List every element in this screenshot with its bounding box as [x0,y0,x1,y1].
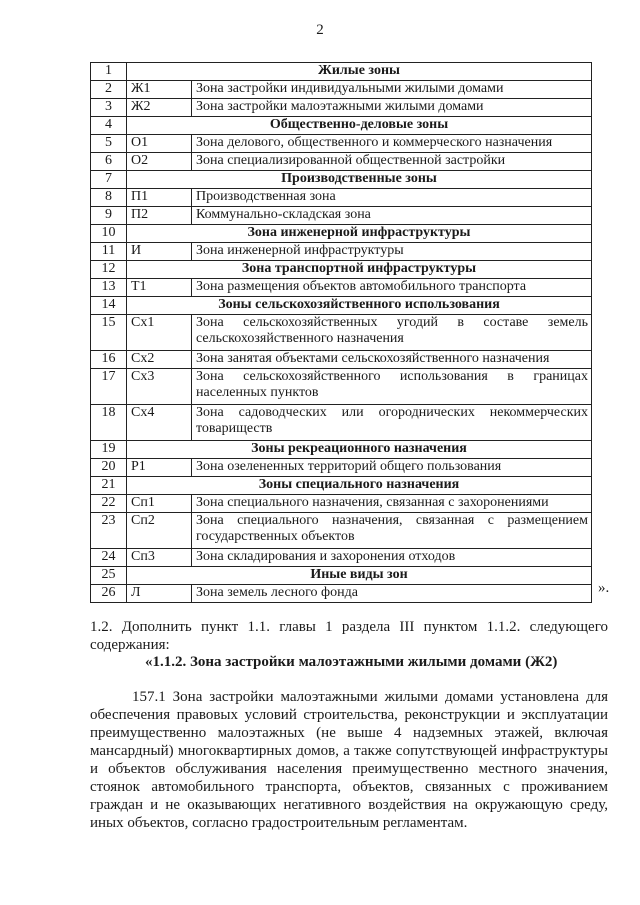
table-heading-row [91,567,592,585]
table-row [91,189,592,207]
row-number: 13 [91,279,127,297]
zone-code: О1 [127,135,192,153]
table-row [91,207,592,225]
body-paragraph: 157.1 Зона застройки малоэтажными жилыми домами установлена для обеспечения правовых условий строительства, реконструкции и эксплуатации преимущественно малоэтажных (не выше 4 надземных этажей, включая мансардный) многоквартирных домов, а также сопутствующей инфраструктуры и объектов обслуживания населения преимущественно местного значения, стоянок автомобильного транспорта, объектов, связанных с проживанием граждан и не оказывающих негативного воздействия на окружающую среду, иных объектов, согласно градостроительным регламентам. [90,689,608,831]
zone-name: Зона озелененных территорий общего пользования [192,459,592,477]
zone-name: Зона застройки индивидуальными жилыми домами [192,81,592,99]
zone-name: Зона размещения объектов автомобильного транспорта [192,279,592,297]
zone-code: О2 [127,153,192,171]
row-number: 10 [91,225,127,243]
table-row [91,351,592,369]
row-number: 20 [91,459,127,477]
table-heading-row [91,63,592,81]
row-number: 14 [91,297,127,315]
table-row [91,135,592,153]
zone-name: Зона сельскохозяйственного использования в границах населенных пунктов [192,369,592,405]
zone-code: И [127,243,192,261]
zone-name: Зона специального назначения, связанная с размещением государственных объектов [192,513,592,549]
zone-group-heading: Зоны рекреационного назначения [127,441,592,459]
zone-code: Ж2 [127,99,192,117]
table-row [91,369,592,405]
table-row [91,495,592,513]
zone-code: Сп3 [127,549,192,567]
table-row [91,513,592,549]
row-number: 15 [91,315,127,351]
zones-table-body [91,63,592,603]
row-number: 11 [91,243,127,261]
zone-code: Р1 [127,459,192,477]
row-number: 19 [91,441,127,459]
zone-group-heading: Производственные зоны [127,171,592,189]
table-closing-quote: ». [598,580,610,596]
table-row [91,405,592,441]
zone-name: Производственная зона [192,189,592,207]
table-row [91,279,592,297]
zone-code: Сх3 [127,369,192,405]
zone-code: Сх1 [127,315,192,351]
row-number: 18 [91,405,127,441]
row-number: 3 [91,99,127,117]
intro-paragraph: 1.2. Дополнить пункт 1.1. главы 1 раздела III пунктом 1.1.2. следующего содержания: [90,619,608,653]
zone-group-heading: Иные виды зон [127,567,592,585]
row-number: 1 [91,63,127,81]
row-number: 16 [91,351,127,369]
zone-name: Зона специального назначения, связанная с захоронениями [192,495,592,513]
zone-name: Зона садоводческих или огороднических некоммерческих товариществ [192,405,592,441]
row-number: 8 [91,189,127,207]
zone-name: Зона специализированной общественной застройки [192,153,592,171]
row-number: 24 [91,549,127,567]
row-number: 5 [91,135,127,153]
row-number: 26 [91,585,127,603]
row-number: 7 [91,171,127,189]
zone-group-heading: Зоны специального назначения [127,477,592,495]
table-heading-row [91,261,592,279]
zone-code: Сп1 [127,495,192,513]
row-number: 22 [91,495,127,513]
table-row [91,585,592,603]
row-number: 12 [91,261,127,279]
table-heading-row [91,441,592,459]
zones-table [90,62,592,603]
row-number: 2 [91,81,127,99]
row-number: 6 [91,153,127,171]
zone-group-heading: Зона транспортной инфраструктуры [127,261,592,279]
row-number: 17 [91,369,127,405]
row-number: 23 [91,513,127,549]
row-number: 4 [91,117,127,135]
zone-code: П2 [127,207,192,225]
zone-code: Сх2 [127,351,192,369]
zone-name: Зона занятая объектами сельскохозяйственного назначения [192,351,592,369]
row-number: 21 [91,477,127,495]
zone-name: Зона инженерной инфраструктуры [192,243,592,261]
row-number: 9 [91,207,127,225]
zone-group-heading: Жилые зоны [127,63,592,81]
table-row [91,81,592,99]
zone-name: Зона застройки малоэтажными жилыми домами [192,99,592,117]
table-row [91,459,592,477]
table-heading-row [91,297,592,315]
zone-name: Зона делового, общественного и коммерческого назначения [192,135,592,153]
table-row [91,99,592,117]
zone-group-heading: Зоны сельскохозяйственного использования [127,297,592,315]
zone-code: Л [127,585,192,603]
table-row [91,549,592,567]
zone-code: Сп2 [127,513,192,549]
table-row [91,243,592,261]
row-number: 25 [91,567,127,585]
zone-name: Зона сельскохозяйственных угодий в составе земель сельскохозяйственного назначения [192,315,592,351]
zone-group-heading: Зона инженерной инфраструктуры [127,225,592,243]
table-heading-row [91,171,592,189]
table-row [91,153,592,171]
zone-group-heading: Общественно-деловые зоны [127,117,592,135]
table-heading-row [91,117,592,135]
zone-name: Коммунально-складская зона [192,207,592,225]
section-subheading: «1.1.2. Зона застройки малоэтажными жилыми домами (Ж2) [145,654,558,670]
zone-code: Сх4 [127,405,192,441]
table-heading-row [91,477,592,495]
table-heading-row [91,225,592,243]
zone-code: Ж1 [127,81,192,99]
table-row [91,315,592,351]
zone-code: П1 [127,189,192,207]
zone-code: Т1 [127,279,192,297]
zone-name: Зона складирования и захоронения отходов [192,549,592,567]
page-number: 2 [316,22,324,38]
zone-name: Зона земель лесного фонда [192,585,592,603]
